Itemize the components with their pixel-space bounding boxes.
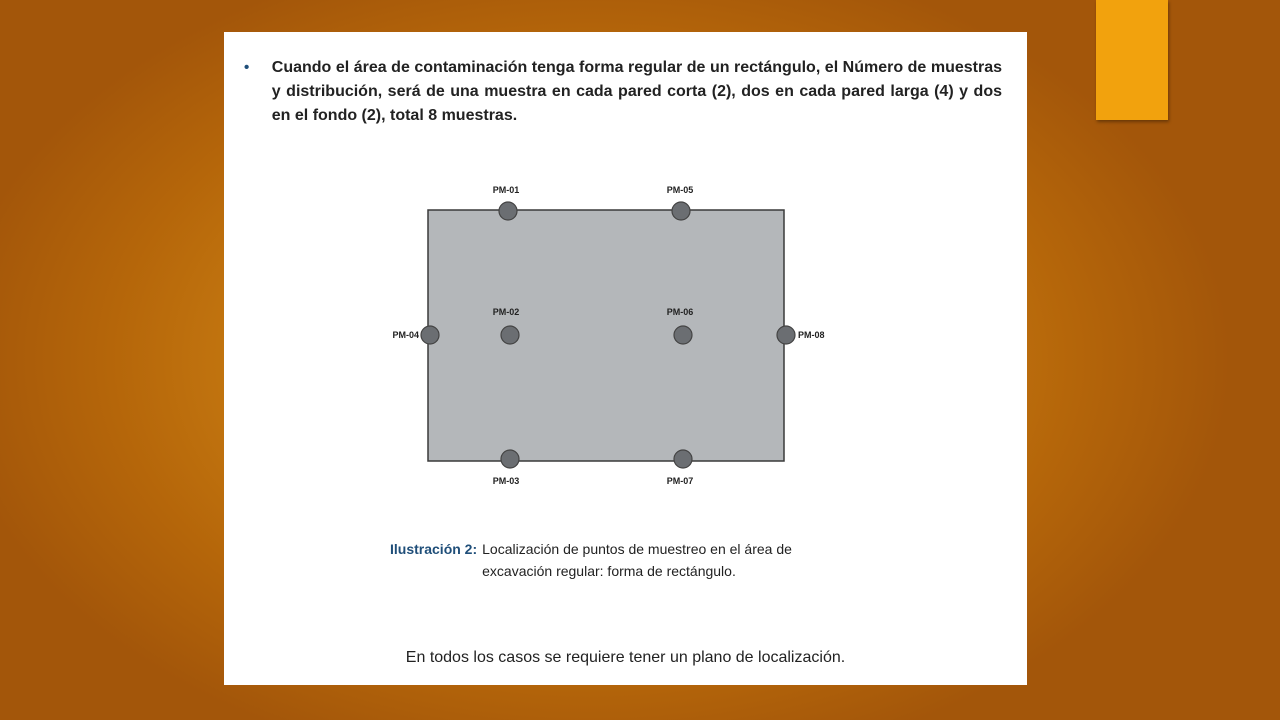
bullet-icon: •: [244, 59, 250, 76]
point-label: PM-06: [666, 307, 694, 317]
caption-text: Localización de puntos de muestreo en el área de excavación regular: forma de rectángulo.: [482, 541, 792, 579]
point-label: PM-01: [492, 185, 520, 195]
caption-label: Ilustración 2:: [390, 541, 478, 557]
point-label: PM-02: [492, 307, 520, 317]
excavation-rectangle: [428, 210, 784, 461]
accent-tab: [1096, 0, 1168, 120]
sample-point: [777, 326, 825, 344]
document-page: [224, 32, 1027, 685]
sample-point: [392, 326, 439, 344]
point-label: PM-03: [492, 476, 520, 486]
point-label: PM-08: [798, 330, 825, 340]
point-label: PM-04: [392, 330, 419, 340]
bullet-text: Cuando el área de contaminación tenga forma regular de un rectángulo, el Número de muestras y distribución, será de una muestra en cada pared corta (2), dos en cada pared larga (4) y dos en el fondo (2), total 8 muestras.: [271, 59, 1002, 124]
footer-note: En todos los casos se requiere tener un plano de localización.: [405, 649, 846, 666]
sampling-diagram: [224, 32, 1027, 512]
figure-caption: [390, 538, 850, 582]
point-label: PM-05: [666, 185, 694, 195]
point-label: PM-07: [666, 476, 694, 486]
